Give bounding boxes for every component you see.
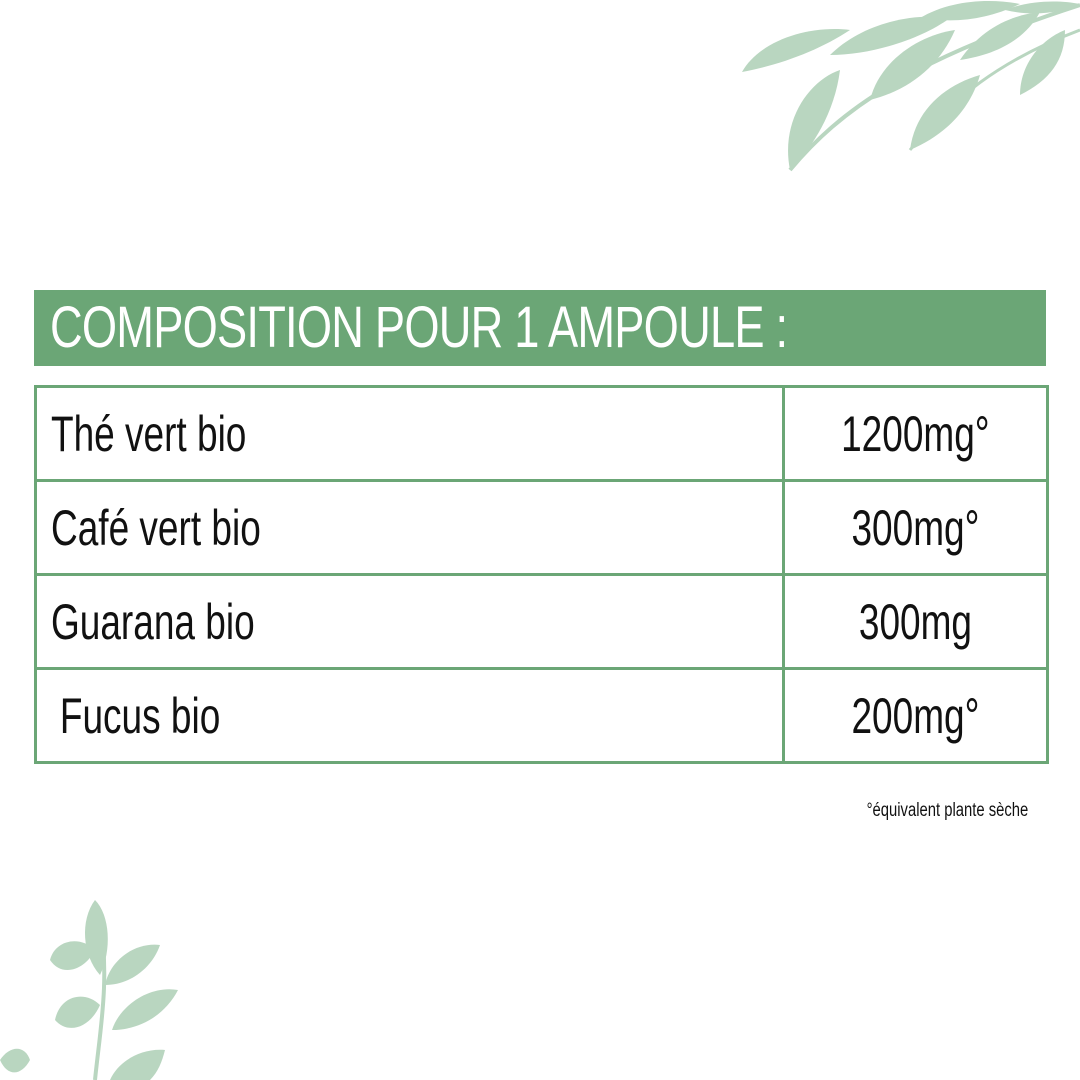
ingredient-amount-cell xyxy=(784,387,1048,481)
ingredient-amount: 300mg xyxy=(858,593,973,650)
leaf-sprig-icon xyxy=(0,880,220,1080)
ingredient-amount-cell xyxy=(784,481,1048,575)
ingredient-amount: 1200mg° xyxy=(841,405,990,462)
leaf-branch-icon xyxy=(720,0,1080,190)
ingredient-amount: 300mg° xyxy=(851,499,980,556)
table-row xyxy=(36,669,1048,763)
ingredient-amount-cell xyxy=(784,575,1048,669)
ingredient-name-cell xyxy=(36,387,784,481)
table-row xyxy=(36,387,1048,481)
footnote: °équivalent plante sèche xyxy=(866,800,1028,821)
ingredient-amount: 200mg° xyxy=(851,687,980,744)
table-row xyxy=(36,575,1048,669)
ingredient-name: Fucus bio xyxy=(59,687,221,744)
composition-table xyxy=(34,385,1049,764)
table-row xyxy=(36,481,1048,575)
section-title-bar xyxy=(34,290,1046,366)
page-title: COMPOSITION POUR 1 AMPOULE : xyxy=(50,295,788,360)
ingredient-name-cell xyxy=(36,669,784,763)
ingredient-name-cell xyxy=(36,481,784,575)
ingredient-amount-cell xyxy=(784,669,1048,763)
ingredient-name: Café vert bio xyxy=(51,499,261,556)
ingredient-name: Guarana bio xyxy=(51,593,255,650)
ingredient-name: Thé vert bio xyxy=(51,405,247,462)
ingredient-name-cell xyxy=(36,575,784,669)
